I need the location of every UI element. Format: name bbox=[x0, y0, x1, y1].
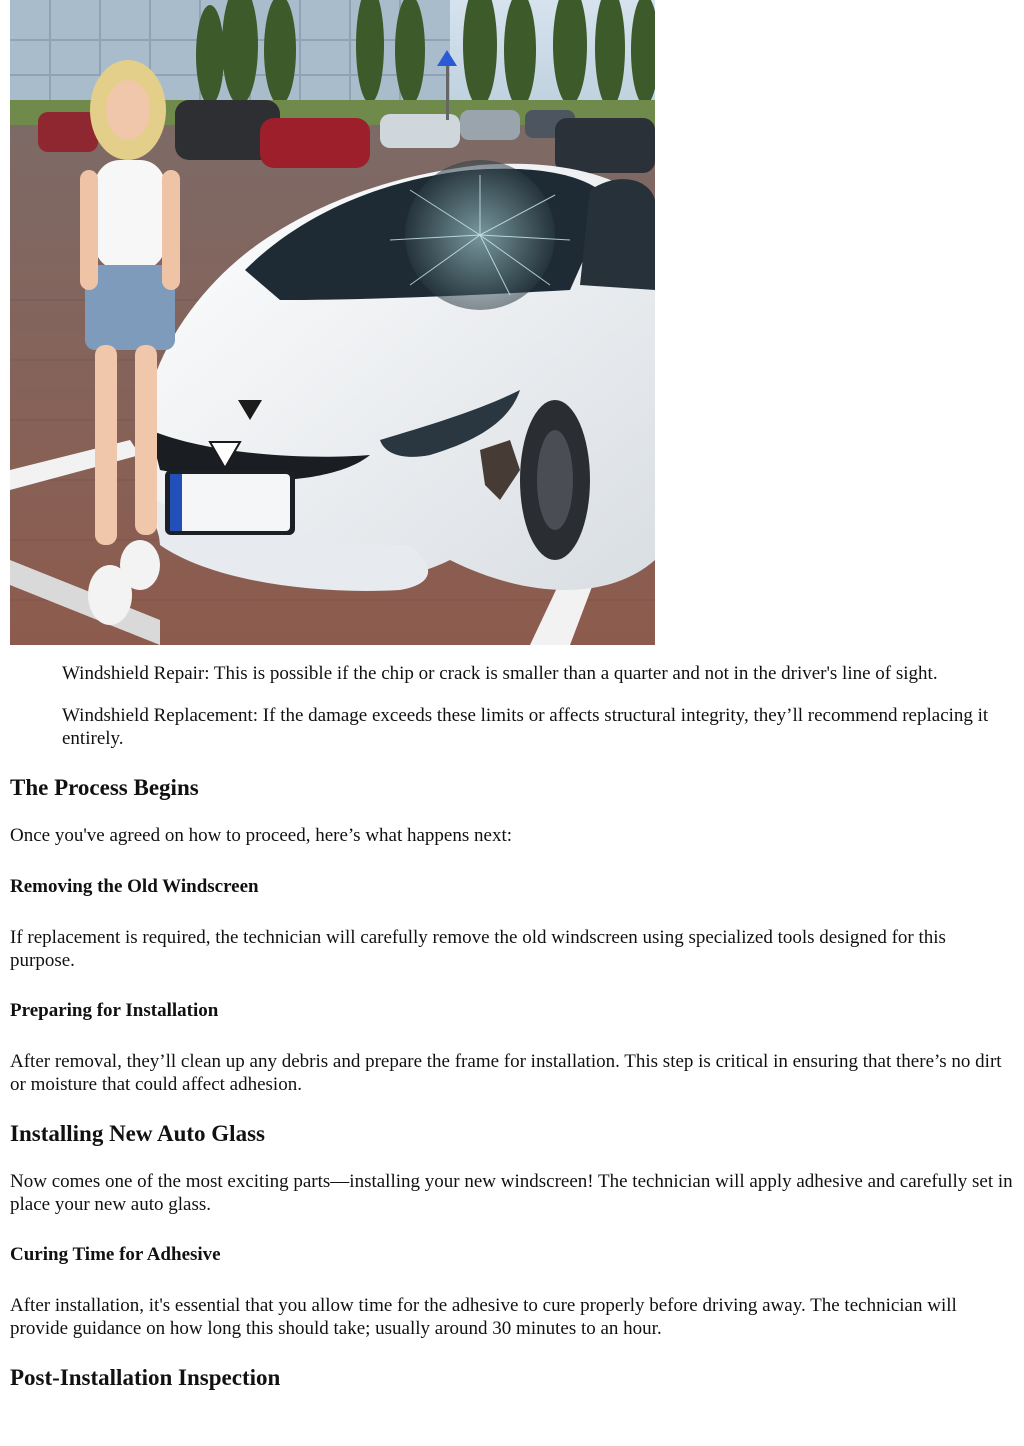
preparing-text: After removal, they’ll clean up any debris and prepare the frame for installation. This step is critical in ensuring that there’s no dirt or moisture that could affect adhesion. bbox=[10, 1051, 1002, 1095]
curing-text: After installation, it's essential that you allow time for the adhesive to cure properly before driving away. The technician will provide guidance on how long this should take; usually around 30 minutes to an hour. bbox=[10, 1295, 957, 1339]
removing-text: If replacement is required, the technician will carefully remove the old windscreen using specialized tools designed for this purpose. bbox=[10, 927, 946, 971]
car-photo-illustration bbox=[10, 0, 655, 645]
preparing-heading: Preparing for Installation bbox=[10, 1000, 219, 1021]
installing-heading: Installing New Auto Glass bbox=[10, 1121, 265, 1146]
hero-image bbox=[10, 0, 655, 645]
post-installation-heading: Post-Installation Inspection bbox=[10, 1365, 281, 1390]
article-content bbox=[10, 662, 1014, 1392]
process-intro-text: Once you've agreed on how to proceed, here’s what happens next: bbox=[10, 825, 512, 846]
process-begins-heading: The Process Begins bbox=[10, 775, 199, 800]
installing-text: Now comes one of the most exciting parts—installing your new windscreen! The technician will apply adhesive and carefully set in place your new auto glass. bbox=[10, 1171, 1013, 1215]
replacement-option-text: Windshield Replacement: If the damage exceeds these limits or affects structural integrity, they’ll recommend replacing it entirely. bbox=[62, 705, 989, 749]
damage-options-blockquote bbox=[62, 662, 1014, 750]
curing-heading: Curing Time for Adhesive bbox=[10, 1244, 221, 1265]
removing-heading: Removing the Old Windscreen bbox=[10, 876, 259, 897]
repair-option-text: Windshield Repair: This is possible if the chip or crack is smaller than a quarter and not in the driver's line of sight. bbox=[62, 663, 938, 684]
